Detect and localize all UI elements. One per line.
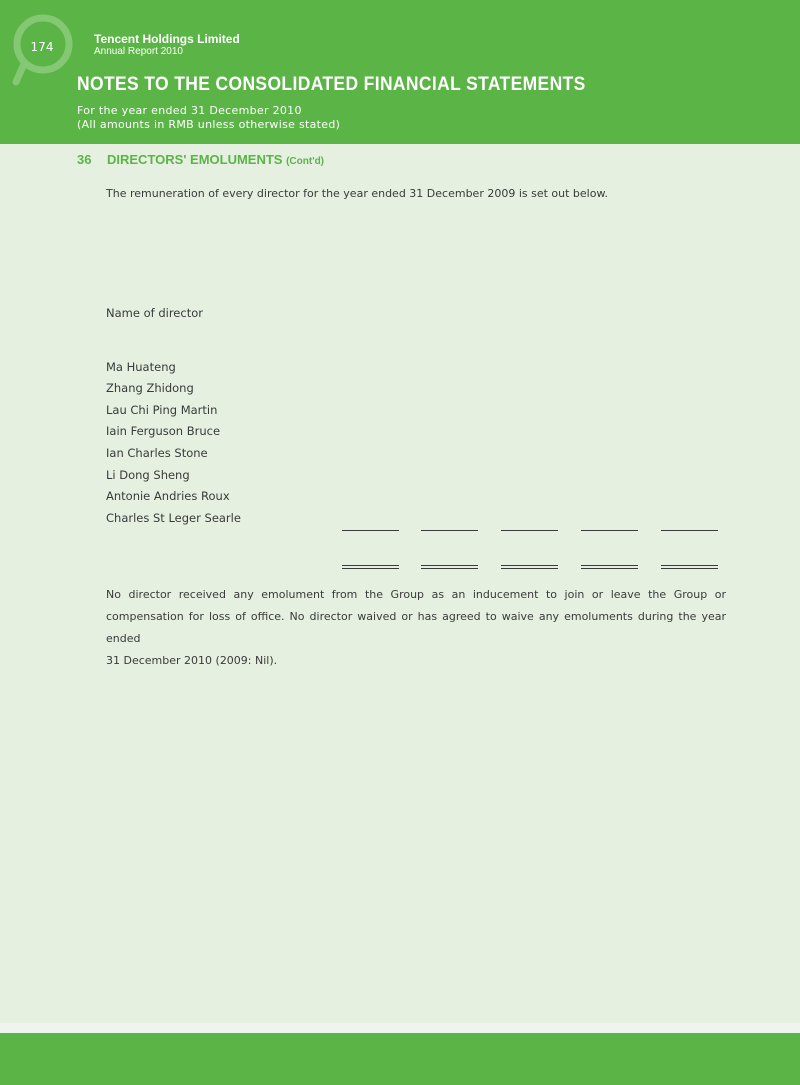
total-double-rule (342, 568, 399, 569)
total-double-rule (501, 565, 558, 566)
director-name: Antonie Andries Roux (106, 489, 230, 503)
currency-subtitle: (All amounts in RMB unless otherwise stated) (77, 118, 341, 131)
page-header (0, 0, 800, 144)
subtotal-rule (501, 530, 558, 531)
director-name: Ian Charles Stone (106, 446, 208, 460)
director-name: Lau Chi Ping Martin (106, 403, 218, 417)
intro-paragraph: The remuneration of every director for the year ended 31 December 2009 is set out below. (106, 187, 608, 200)
director-name: Li Dong Sheng (106, 468, 190, 482)
page-number: 174 (30, 40, 54, 54)
total-double-rule (421, 568, 478, 569)
total-double-rule (501, 568, 558, 569)
section-continued: (Cont'd) (286, 156, 325, 167)
section-heading (77, 152, 324, 167)
section-title: DIRECTORS' EMOLUMENTS (107, 152, 283, 167)
director-name: Zhang Zhidong (106, 381, 194, 395)
footnote-line: compensation for loss of office. No director waived or has agreed to waive any emoluments during the year ended (106, 610, 726, 645)
footnote-line: 31 December 2010 (2009: Nil). (106, 654, 278, 667)
total-double-rule (661, 568, 718, 569)
section-number: 36 (77, 152, 92, 167)
total-double-rule (421, 565, 478, 566)
header-name: Name of director (106, 306, 203, 320)
period-subtitle: For the year ended 31 December 2010 (77, 104, 302, 117)
report-name: Annual Report 2010 (94, 46, 183, 57)
footnote-paragraph (106, 584, 726, 672)
director-name: Iain Ferguson Bruce (106, 424, 221, 438)
subtotal-rule (342, 530, 399, 531)
subtotal-rule (581, 530, 638, 531)
company-name: Tencent Holdings Limited (94, 32, 240, 46)
director-name: Ma Huateng (106, 360, 176, 374)
total-double-rule (342, 565, 399, 566)
footnote-line: No director received any emolument from the Group as an inducement to join or leave the Group or (106, 588, 726, 601)
page-title: NOTES TO THE CONSOLIDATED FINANCIAL STATEMENTS (77, 74, 586, 95)
total-double-rule (581, 565, 638, 566)
subtotal-rule (661, 530, 718, 531)
total-double-rule (661, 565, 718, 566)
subtotal-rule (421, 530, 478, 531)
director-name: Charles St Leger Searle (106, 511, 241, 525)
footer-gap (0, 1023, 800, 1033)
footer-band (0, 1033, 800, 1085)
total-double-rule (581, 568, 638, 569)
